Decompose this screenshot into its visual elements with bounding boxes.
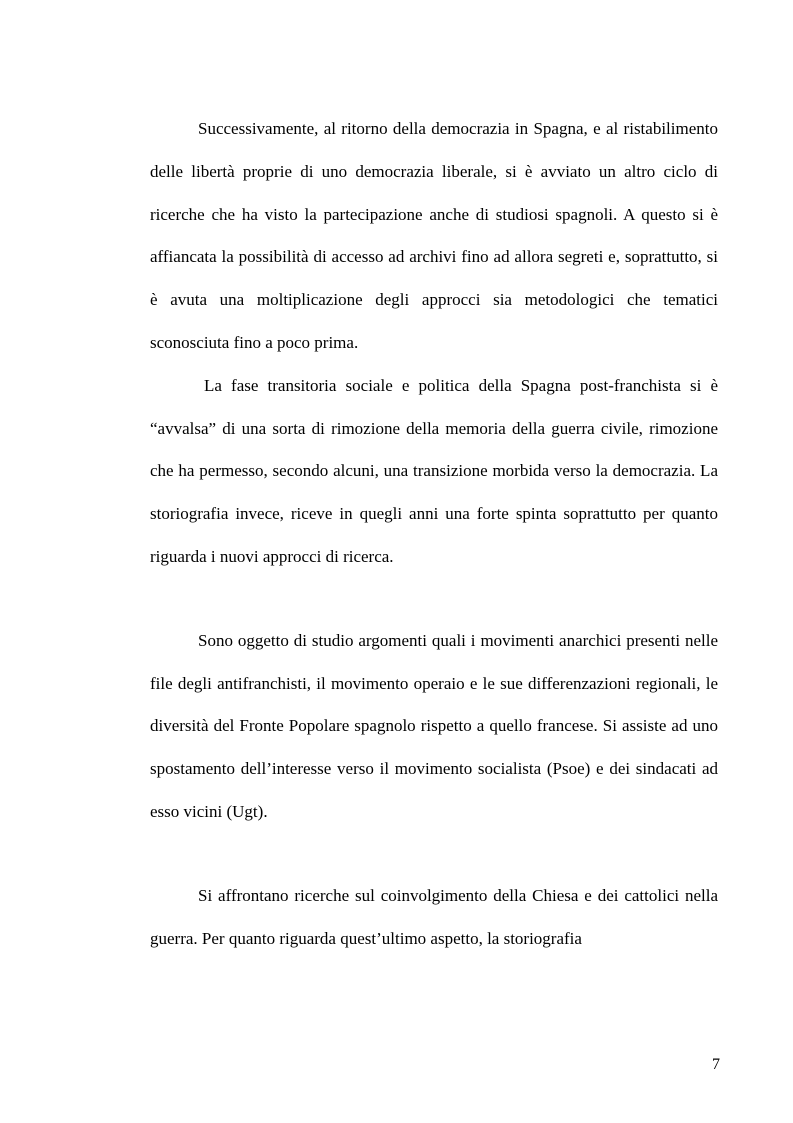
paragraph-democracy-return: Successivamente, al ritorno della democrazia in Spagna, e al ristabilimento delle libertà proprie di uno democrazia liberale, si è avviato un altro ciclo di ricerche che ha visto la partecipazione anche di studiosi spagnoli. A questo si è affiancata la possibilità di accesso ad archivi fino ad allora segreti e, soprattutto, si è avuta una moltiplicazione degli approcci sia metodologici che tematici sconosciuta fino a poco prima. [150, 119, 718, 352]
paragraph-transition: La fase transitoria sociale e politica della Spagna post-franchista si è “avvalsa” di una sorta di rimozione della memoria della guerra civile, rimozione che ha permesso, secondo alcuni, una transizione morbida verso la democrazia. La storiografia invece, riceve in quegli anni una forte spinta soprattutto per quanto riguarda i nuovi approcci di ricerca. [150, 375, 718, 566]
body-text [150, 108, 718, 960]
paragraph-church-research: Si affrontano ricerche sul coinvolgimento della Chiesa e dei cattolici nella guerra. Per quanto riguarda quest’ultimo aspetto, la storiografia [150, 885, 718, 948]
page-number: 7 [712, 1056, 720, 1073]
paragraph-study-topics: Sono oggetto di studio argomenti quali i movimenti anarchici presenti nelle file degli antifranchisti, il movimento operaio e le sue differenzazioni regionali, le diversità del Fronte Popolare spagnolo rispetto a quello francese. Si assiste ad uno spostamento dell’interesse verso il movimento socialista (Psoe) e dei sindacati ad esso vicini (Ugt). [150, 630, 718, 821]
